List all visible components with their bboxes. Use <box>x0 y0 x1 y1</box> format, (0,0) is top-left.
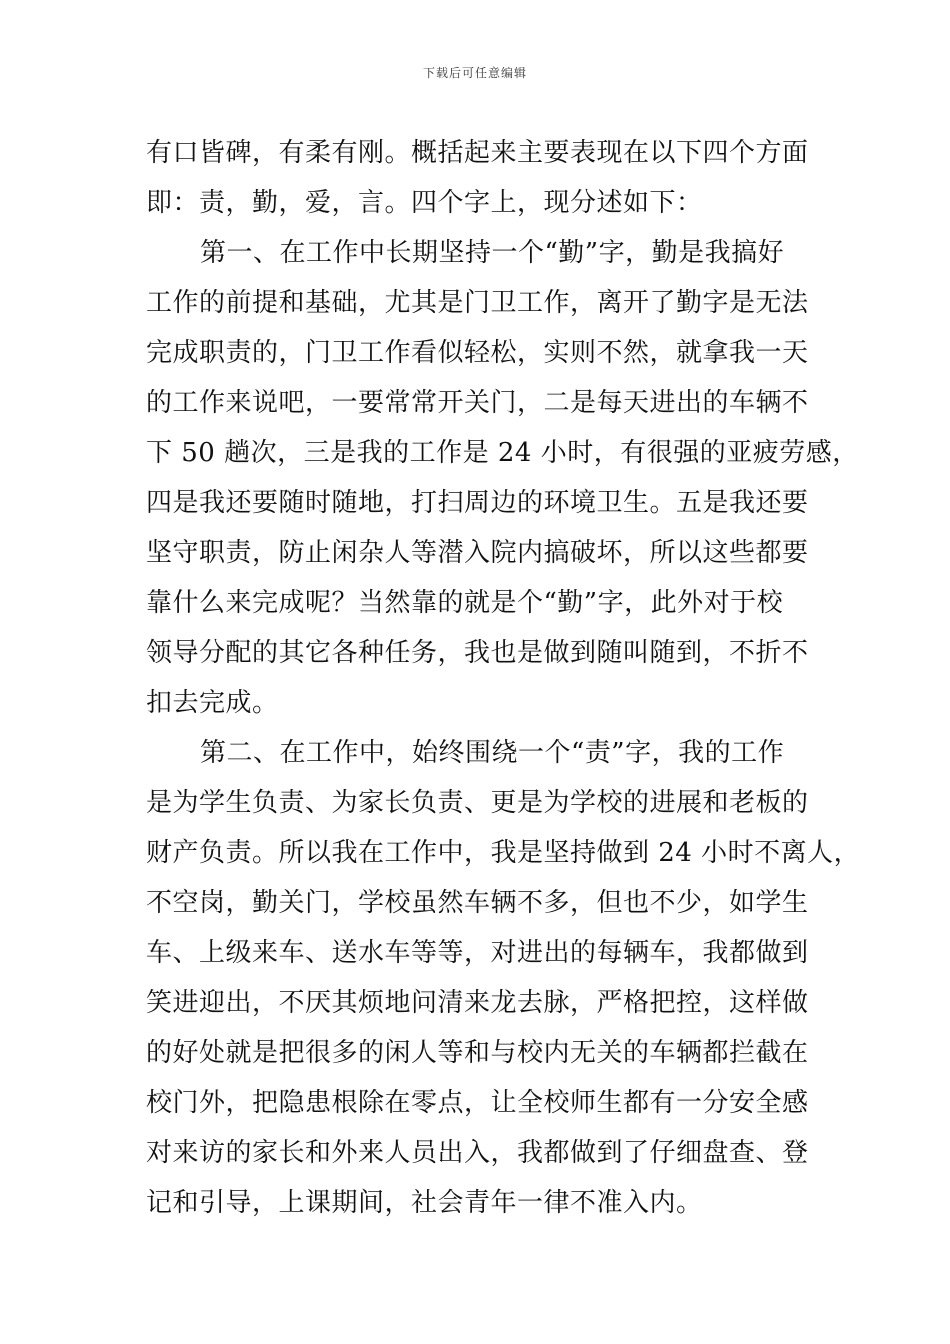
text-line: 笑进迎出，不厌其烦地问清来龙去脉，严格把控，这样做 <box>146 988 809 1018</box>
text-line: 校门外，把隐患根除在零点，让全校师生都有一分安全感 <box>146 1088 809 1118</box>
text-line: 扣去完成。 <box>146 688 279 718</box>
text-line: 完成职责的，门卫工作看似轻松，实则不然，就拿我一天 <box>146 338 809 368</box>
text-line: 对来访的家长和外来人员出入，我都做到了仔细盘查、登 <box>146 1138 809 1168</box>
document-body <box>146 128 861 1228</box>
text-line: 的工作来说吧，一要常常开关门，二是每天进出的车辆不 <box>146 388 809 418</box>
text-line: 四是我还要随时随地，打扫周边的环境卫生。五是我还要 <box>146 488 809 518</box>
text-line: 有口皆碑，有柔有刚。概括起来主要表现在以下四个方面 <box>146 138 809 168</box>
text-line: 的好处就是把很多的闲人等和与校内无关的车辆都拦截在 <box>146 1038 809 1068</box>
text-line: 是为学生负责、为家长负责、更是为学校的进展和老板的 <box>146 788 809 818</box>
text-line: 坚守职责，防止闲杂人等潜入院内搞破坏，所以这些都要 <box>146 538 809 568</box>
text-line: 不空岗，勤关门，学校虽然车辆不多，但也不少，如学生 <box>146 888 809 918</box>
text-line: 工作的前提和基础，尤其是门卫工作，离开了勤字是无法 <box>146 288 809 318</box>
text-line: 即：责，勤，爱，言。四个字上，现分述如下： <box>146 188 703 218</box>
text-line: 财产负责。所以我在工作中，我是坚持做到 24 小时不离人， <box>146 838 861 868</box>
text-line: 第二、在工作中，始终围绕一个“责”字，我的工作 <box>200 738 785 768</box>
text-line: 靠什么来完成呢？当然靠的就是个“勤”字，此外对于校 <box>146 588 784 618</box>
text-line: 下 50 趟次，三是我的工作是 24 小时，有很强的亚疲劳感， <box>146 438 859 468</box>
text-line: 记和引导，上课期间，社会青年一律不准入内。 <box>146 1188 703 1218</box>
text-line: 领导分配的其它各种任务，我也是做到随叫随到，不折不 <box>146 638 809 668</box>
text-line: 第一、在工作中长期坚持一个“勤”字，勤是我搞好 <box>200 238 785 268</box>
text-line: 车、上级来车、送水车等等，对进出的每辆车，我都做到 <box>146 938 809 968</box>
page-header: 下载后可任意编辑 <box>422 66 527 80</box>
